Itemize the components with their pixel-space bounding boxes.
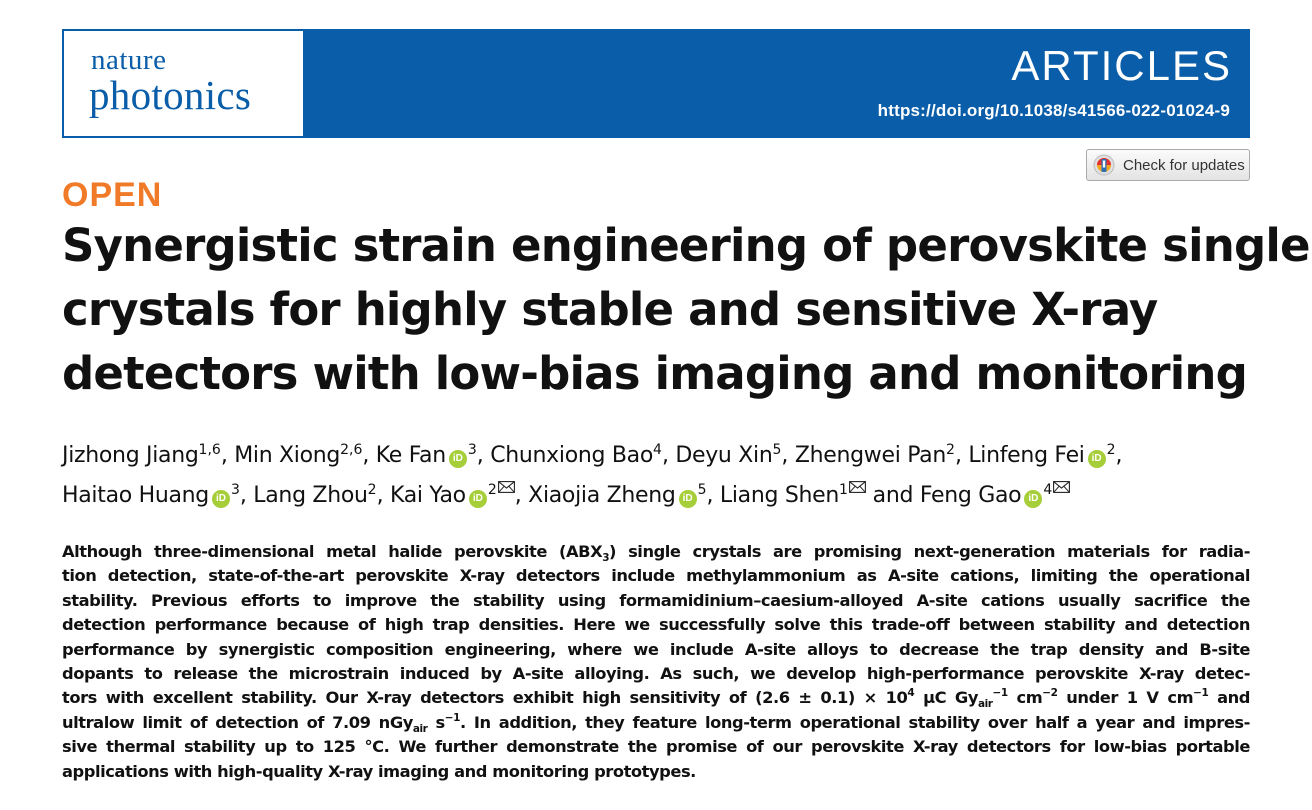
orcid-icon[interactable]: iD — [449, 450, 467, 468]
affiliation-marker[interactable]: 3 — [467, 442, 477, 458]
author-name[interactable]: Kai Yao — [389, 483, 466, 508]
affiliation-marker[interactable]: 3 — [230, 482, 240, 498]
envelope-icon[interactable] — [498, 481, 515, 493]
affiliation-marker[interactable]: 4 — [1043, 482, 1053, 498]
check-for-updates-button[interactable] — [1086, 149, 1250, 181]
abstract-line: applications with high-quality X-ray imaging and monitoring prototypes. — [62, 761, 696, 781]
logo-photonics-text: photonics — [89, 72, 252, 118]
subscript: air — [412, 722, 428, 735]
abstract-text: . In addition, they feature long-term operational stability over half a year and impres- — [460, 712, 1250, 732]
orcid-icon[interactable]: iD — [212, 490, 230, 508]
abstract-text: cm — [1007, 688, 1043, 708]
author-line: Jizhong Jiang$^{1,6}$, Min Xiong$^{2,6}$, Ke Fan iD$^3$, Chunxiong Bao$^4$, Deyu Xin$^5$, Zhengwei Pan$^2$, Linfeng Fei iD$^2$, — [62, 442, 1123, 468]
journal-logo[interactable] — [64, 31, 303, 136]
envelope-icon[interactable] — [1053, 481, 1070, 493]
affiliation-marker[interactable]: 4 — [653, 442, 662, 458]
abstract-text: tors with excellent stability. Our X-ray detectors exhibit high sensitivity of (2.6 ± 0.1) × 10 — [62, 688, 908, 708]
affiliation-marker[interactable]: 1,6 — [198, 442, 221, 458]
author-name[interactable]: Deyu Xin — [675, 443, 773, 468]
abstract-text: under 1 V cm — [1057, 688, 1194, 708]
abstract-line: dopants to release the microstrain induced by A-site alloying. As such, we develop high-performance perovskite X-ray detec- — [62, 664, 1250, 684]
author-name[interactable]: Zhengwei Pan — [794, 443, 947, 468]
abstract-line — [62, 711, 1250, 735]
affiliation-marker[interactable]: 5 — [772, 442, 782, 458]
affiliation-marker[interactable]: 2 — [1106, 442, 1116, 458]
abstract-text: and — [1208, 688, 1251, 708]
orcid-icon[interactable]: iD — [679, 490, 697, 508]
author-name[interactable]: Chunxiong Bao — [490, 443, 654, 468]
affiliation-marker[interactable]: 2 — [487, 482, 497, 498]
logo-nature-text: nature — [91, 44, 167, 76]
affiliation-marker[interactable]: 5 — [697, 482, 707, 498]
abstract-line: stability. Previous efforts to improve the stability using formamidinium–caesium-alloyed A-site cations usually sacrifice the — [62, 590, 1250, 610]
title-line: Synergistic strain engineering of perovskite single — [62, 219, 1310, 272]
author-name[interactable]: Haitao Huang — [62, 483, 209, 508]
author-name[interactable]: Lang Zhou — [253, 483, 368, 508]
subscript: air — [978, 698, 993, 711]
affiliation-marker[interactable]: 2 — [367, 482, 377, 498]
abstract-text: µC Gy — [914, 688, 978, 708]
abstract-line: tion detection, state-of-the-art perovskite X-ray detectors include methylammonium as A-site cations, limiting the operational — [62, 566, 1250, 586]
abstract-text: s — [427, 712, 445, 732]
check-for-updates-label: Check for updates — [1123, 156, 1245, 174]
author-name[interactable]: Linfeng Fei — [968, 443, 1085, 468]
journal-header — [62, 29, 1250, 138]
superscript: −1 — [1193, 687, 1209, 700]
abstract-line — [62, 540, 1250, 564]
affiliation-marker[interactable]: 2,6 — [340, 442, 363, 458]
author-name[interactable]: Min Xiong — [234, 443, 341, 468]
title-line: detectors with low-bias imaging and monitoring — [62, 347, 1248, 400]
author-name[interactable]: Feng Gao — [919, 483, 1022, 508]
open-access-label: OPEN — [62, 176, 163, 214]
orcid-icon[interactable]: iD — [1024, 490, 1042, 508]
abstract — [62, 540, 1250, 784]
superscript: −1 — [992, 687, 1008, 700]
envelope-icon[interactable] — [849, 481, 866, 493]
abstract-line: sive thermal stability up to 125 °C. We further demonstrate the promise of our perovskite X-ray detectors for low-bias portable — [62, 737, 1250, 757]
affiliation-marker[interactable]: 2 — [946, 442, 955, 458]
author-conjunction: and — [872, 483, 914, 508]
article-type-label: ARTICLES — [1011, 42, 1232, 89]
article-title — [62, 214, 1310, 406]
abstract-line: detection performance because of high trap densities. Here we successfully solve this trade-off between stability and detection — [62, 615, 1250, 635]
author-name[interactable]: Ke Fan — [375, 443, 446, 468]
abstract-text: ultralow limit of detection of 7.09 nGy — [62, 712, 413, 732]
abstract-line: performance by synergistic composition engineering, where we include A-site alloys to decrease the trap density and B-site — [62, 639, 1250, 659]
author-line: Haitao Huang iD$^3$, Lang Zhou$^2$, Kai Yao iD$^2$ , Xiaojia Zheng iD$^5$, Liang Shen$^1$ and Feng Gao iD$^4$ — [62, 476, 1262, 516]
affiliation-marker[interactable]: 1 — [839, 482, 848, 498]
superscript: −1 — [444, 711, 461, 724]
orcid-icon[interactable]: iD — [1088, 450, 1106, 468]
title-line: crystals for highly stable and sensitive X-ray — [62, 283, 1158, 336]
superscript: −2 — [1042, 687, 1058, 700]
abstract-text: Although three-dimensional metal halide perovskite (ABX — [62, 542, 603, 561]
author-name[interactable]: Liang Shen — [719, 483, 840, 508]
abstract-text: ) single crystals are promising next-generation materials for radia- — [609, 542, 1250, 561]
author-name[interactable]: Jizhong Jiang — [62, 443, 199, 468]
author-list — [62, 436, 1262, 516]
abstract-line — [62, 686, 1250, 710]
subscript: 3 — [602, 552, 610, 564]
doi-link[interactable]: https://doi.org/10.1038/s41566-022-01024-9 — [877, 101, 1230, 120]
orcid-icon[interactable]: iD — [469, 490, 487, 508]
author-name[interactable]: Xiaojia Zheng — [528, 483, 676, 508]
superscript: 4 — [907, 687, 915, 700]
crossmark-icon — [1093, 154, 1115, 176]
